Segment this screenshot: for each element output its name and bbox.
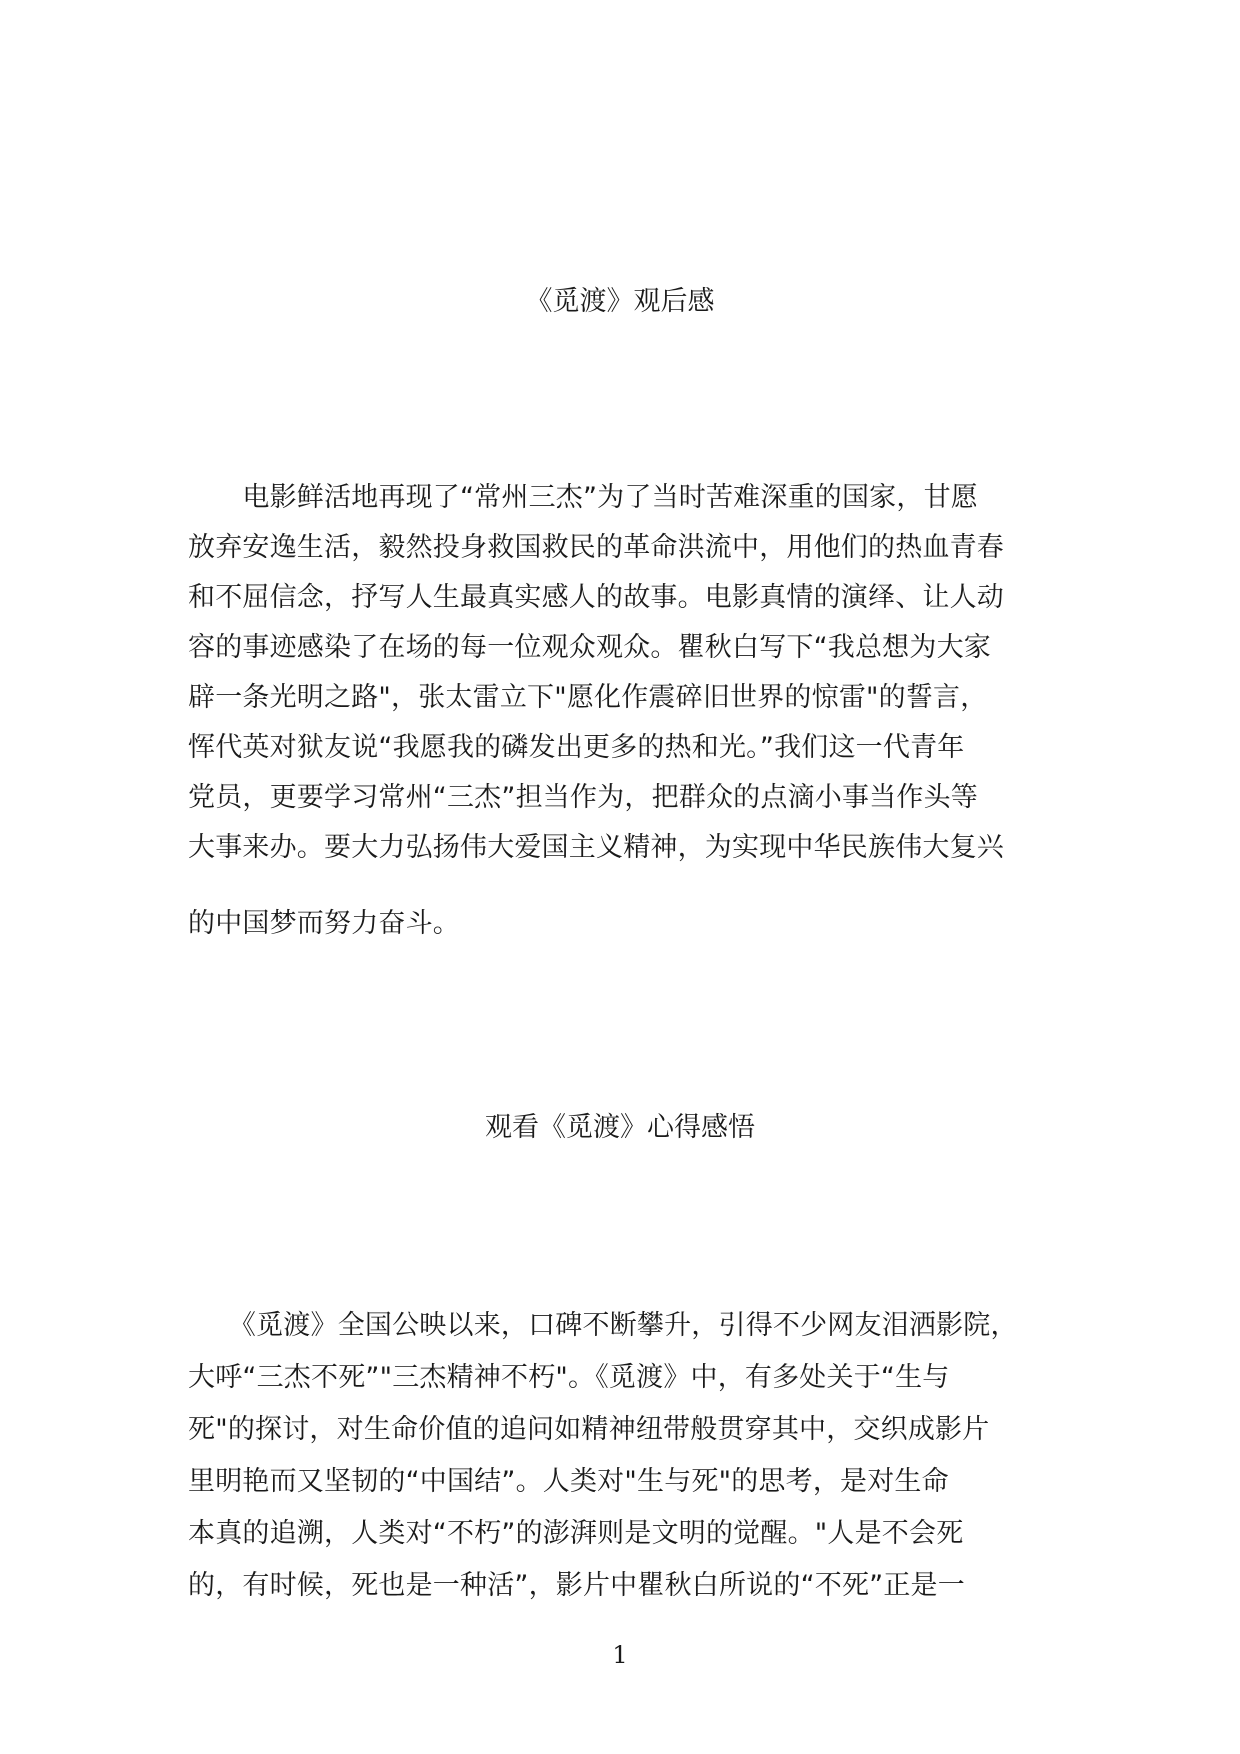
article-1-line: 党员，更要学习常州“三杰”担当作为，把群众的点滴小事当作头等 <box>188 782 978 813</box>
article-2-line: 本真的追溯，人类对“不朽”的澎湃则是文明的觉醒。"人是不会死 <box>188 1518 964 1549</box>
article-1-title: 《觅渡》观后感 <box>525 286 715 317</box>
article-1-line: 和不屈信念，抒写人生最真实感人的故事。电影真情的演绎、让人动 <box>188 582 1004 613</box>
article-1-line: 电影鲜活地再现了“常州三杰”为了当时苦难深重的国家，甘愿 <box>188 482 978 513</box>
article-1-line: 的中国梦而努力奋斗。 <box>188 908 460 939</box>
article-1-line: 恽代英对狱友说“我愿我的磷发出更多的热和光。”我们这一代青年 <box>188 732 965 763</box>
article-2-title: 观看《觅渡》心得感悟 <box>485 1112 755 1143</box>
page-number: 1 <box>612 1641 628 1669</box>
article-1-line: 大事来办。要大力弘扬伟大爱国主义精神，为实现中华民族伟大复兴 <box>188 832 1004 863</box>
article-2-line: 死"的探讨，对生命价值的追问如精神纽带般贯穿其中，交织成影片 <box>188 1414 990 1445</box>
article-2-line: 大呼“三杰不死”"三杰精神不朽"。《觅渡》中，有多处关于“生与 <box>188 1362 950 1393</box>
article-1-line: 放弃安逸生活，毅然投身救国救民的革命洪流中，用他们的热血青春 <box>188 532 1004 563</box>
article-1-line: 辟一条光明之路"，张太雷立下"愿化作震碎旧世界的惊雷"的誓言， <box>188 682 988 713</box>
article-1-line: 容的事迹感染了在场的每一位观众观众。瞿秋白写下“我总想为大家 <box>188 632 991 663</box>
article-2-line: 的，有时候，死也是一种活”，影片中瞿秋白所说的“不死”正是一 <box>188 1570 965 1601</box>
article-2-line: 里明艳而又坚韧的“中国结”。人类对"生与死"的思考，是对生命 <box>188 1466 949 1497</box>
article-2-line: 《觅渡》全国公映以来，口碑不断攀升，引得不少网友泪洒影院， <box>188 1310 1018 1341</box>
